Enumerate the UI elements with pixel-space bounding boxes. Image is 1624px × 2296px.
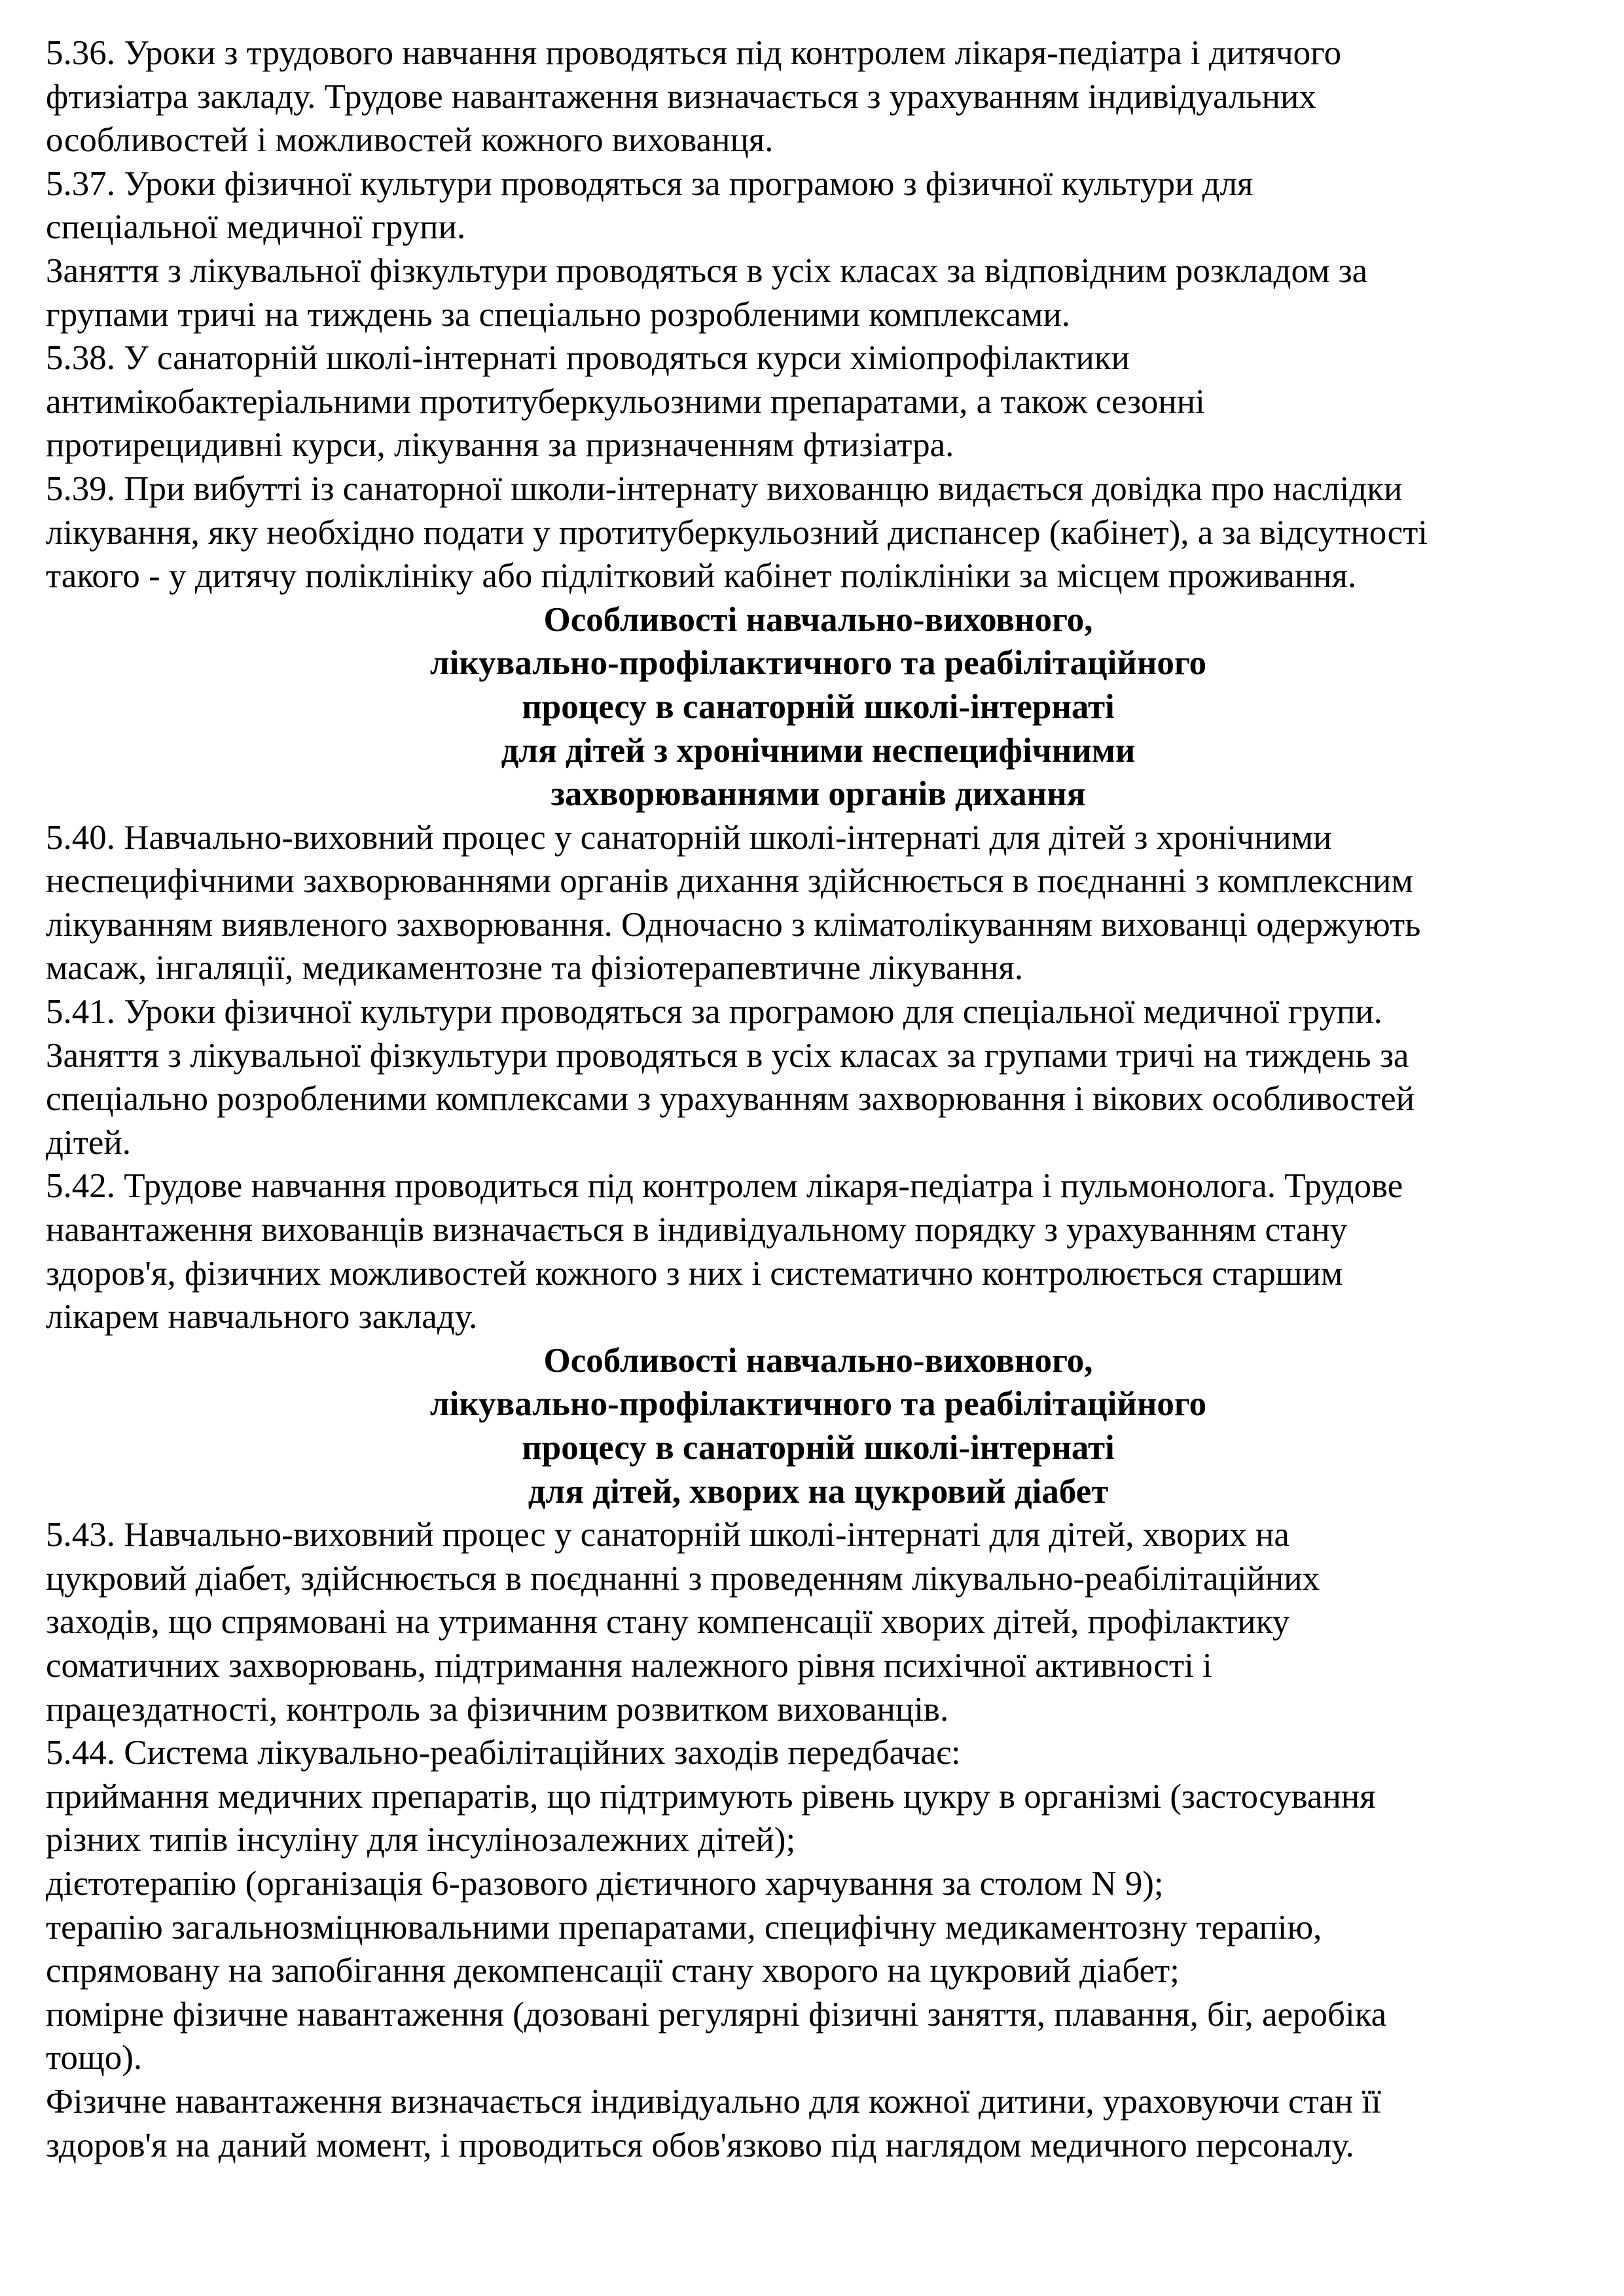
paragraph-5-43: 5.43. Навчально-виховний процес у санаторній школі-інтернаті для дітей, хворих на цукровий діабет, здійснюється в поєднанні з проведенням лікувально-реабілітаційних заходів, що спрямовані на утримання стану компенсації хворих дітей, профілактику соматичних захворювань, підтримання належного рівня психічної активності і працездатності, контроль за фізичним розвитком вихованців.: [46, 1516, 1320, 1729]
paragraph-5-39: 5.39. При вибутті із санаторної школи-інтернату вихованцю видається довідка про наслідки лікування, яку необхідно подати у протитуберкульозний диспансер (кабінет), а за відсутності такого - у дитячу поліклініку або підлітковий кабінет поліклініки за місцем проживання.: [46, 469, 1428, 596]
list-item-physical-load: помірне фізичне навантаження (дозовані регулярні фізичні заняття, плавання, біг, аеробіка тощо).: [46, 1995, 1387, 2077]
paragraph-5-41: 5.41. Уроки фізичної культури проводяться за програмою для спеціальної медичної групи. Заняття з лікувальної фізкультури проводяться в усіх класах за групами тричі на тиждень за спеціально розробленими комплексами з урахуванням захворювання і вікових особливостей дітей.: [46, 993, 1415, 1162]
list-item-strengthening-therapy: терапію загальнозміцнювальними препаратами, специфічну медикаментозну терапію, спрямовану на запобігання декомпенсації стану хворого на цукровий діабет;: [46, 1908, 1322, 1990]
paragraph-5-42: 5.42. Трудове навчання проводиться під контролем лікаря-педіатра і пульмонолога. Трудове навантаження вихованців визначається в індивідуальному порядку з урахуванням стану здоров'я, фізичних можливостей кожного з них і систематично контролюється старшим лікарем навчального закладу.: [46, 1167, 1403, 1336]
paragraph-5-40: 5.40. Навчально-виховний процес у санаторній школі-інтернаті для дітей з хронічними неспецифічними захворюваннями органів дихання здійснюється в поєднанні з комплексним лікуванням виявленого захворювання. Одночасно з кліматолікуванням вихованці одержують масаж, інгаляції, медикаментозне та фізіотерапевтичне лікування.: [46, 818, 1421, 988]
paragraph-5-37: 5.37. Уроки фізичної культури проводяться за програмою з фізичної культури для спеціальної медичної групи.: [46, 164, 1254, 247]
paragraph-5-36: 5.36. Уроки з трудового навчання проводяться під контролем лікаря-педіатра і дитячого фтизіатра закладу. Трудове навантаження визначається з урахуванням індивідуальних особливостей і можливостей кожного вихованця.: [46, 34, 1342, 160]
paragraph-5-38: 5.38. У санаторній школі-інтернаті проводяться курси хіміопрофілактики антимікобактеріальними протитуберкульозними препаратами, а також сезонні протирецидивні курси, лікування за призначенням фтизіатра.: [46, 339, 1205, 465]
list-item-diet-therapy: дієтотерапію (організація 6-разового дієтичного харчування за столом N 9);: [46, 1864, 1164, 1903]
section-heading-respiratory: Особливості навчально-виховного, лікувально-профілактичного та реабілітаційного процесу в санаторній школі-інтернаті для дітей з хронічними неспецифічними захворюваннями органів дихання: [429, 600, 1207, 814]
document-page: [46, 31, 1591, 2167]
section-heading-diabetes: Особливості навчально-виховного, лікувально-профілактичного та реабілітаційного процесу в санаторній школі-інтернаті для дітей, хворих на цукровий діабет: [429, 1341, 1207, 1511]
paragraph-5-37-exercise: Заняття з лікувальної фізкультури проводяться в усіх класах за відповідним розкладом за групами тричі на тиждень за спеціально розробленими комплексами.: [46, 251, 1368, 334]
paragraph-5-44: 5.44. Система лікувально-реабілітаційних заходів передбачає:: [46, 1734, 961, 1772]
list-item-medication: приймання медичних препаратів, що підтримують рівень цукру в організмі (застосування різних типів інсуліну для інсулінозалежних дітей);: [46, 1777, 1376, 1859]
paragraph-physical-load-note: Фізичне навантаження визначається індивідуально для кожної дитини, ураховуючи стан її здоров'я на даний момент, і проводиться обов'язково під наглядом медичного персоналу.: [46, 2082, 1381, 2164]
